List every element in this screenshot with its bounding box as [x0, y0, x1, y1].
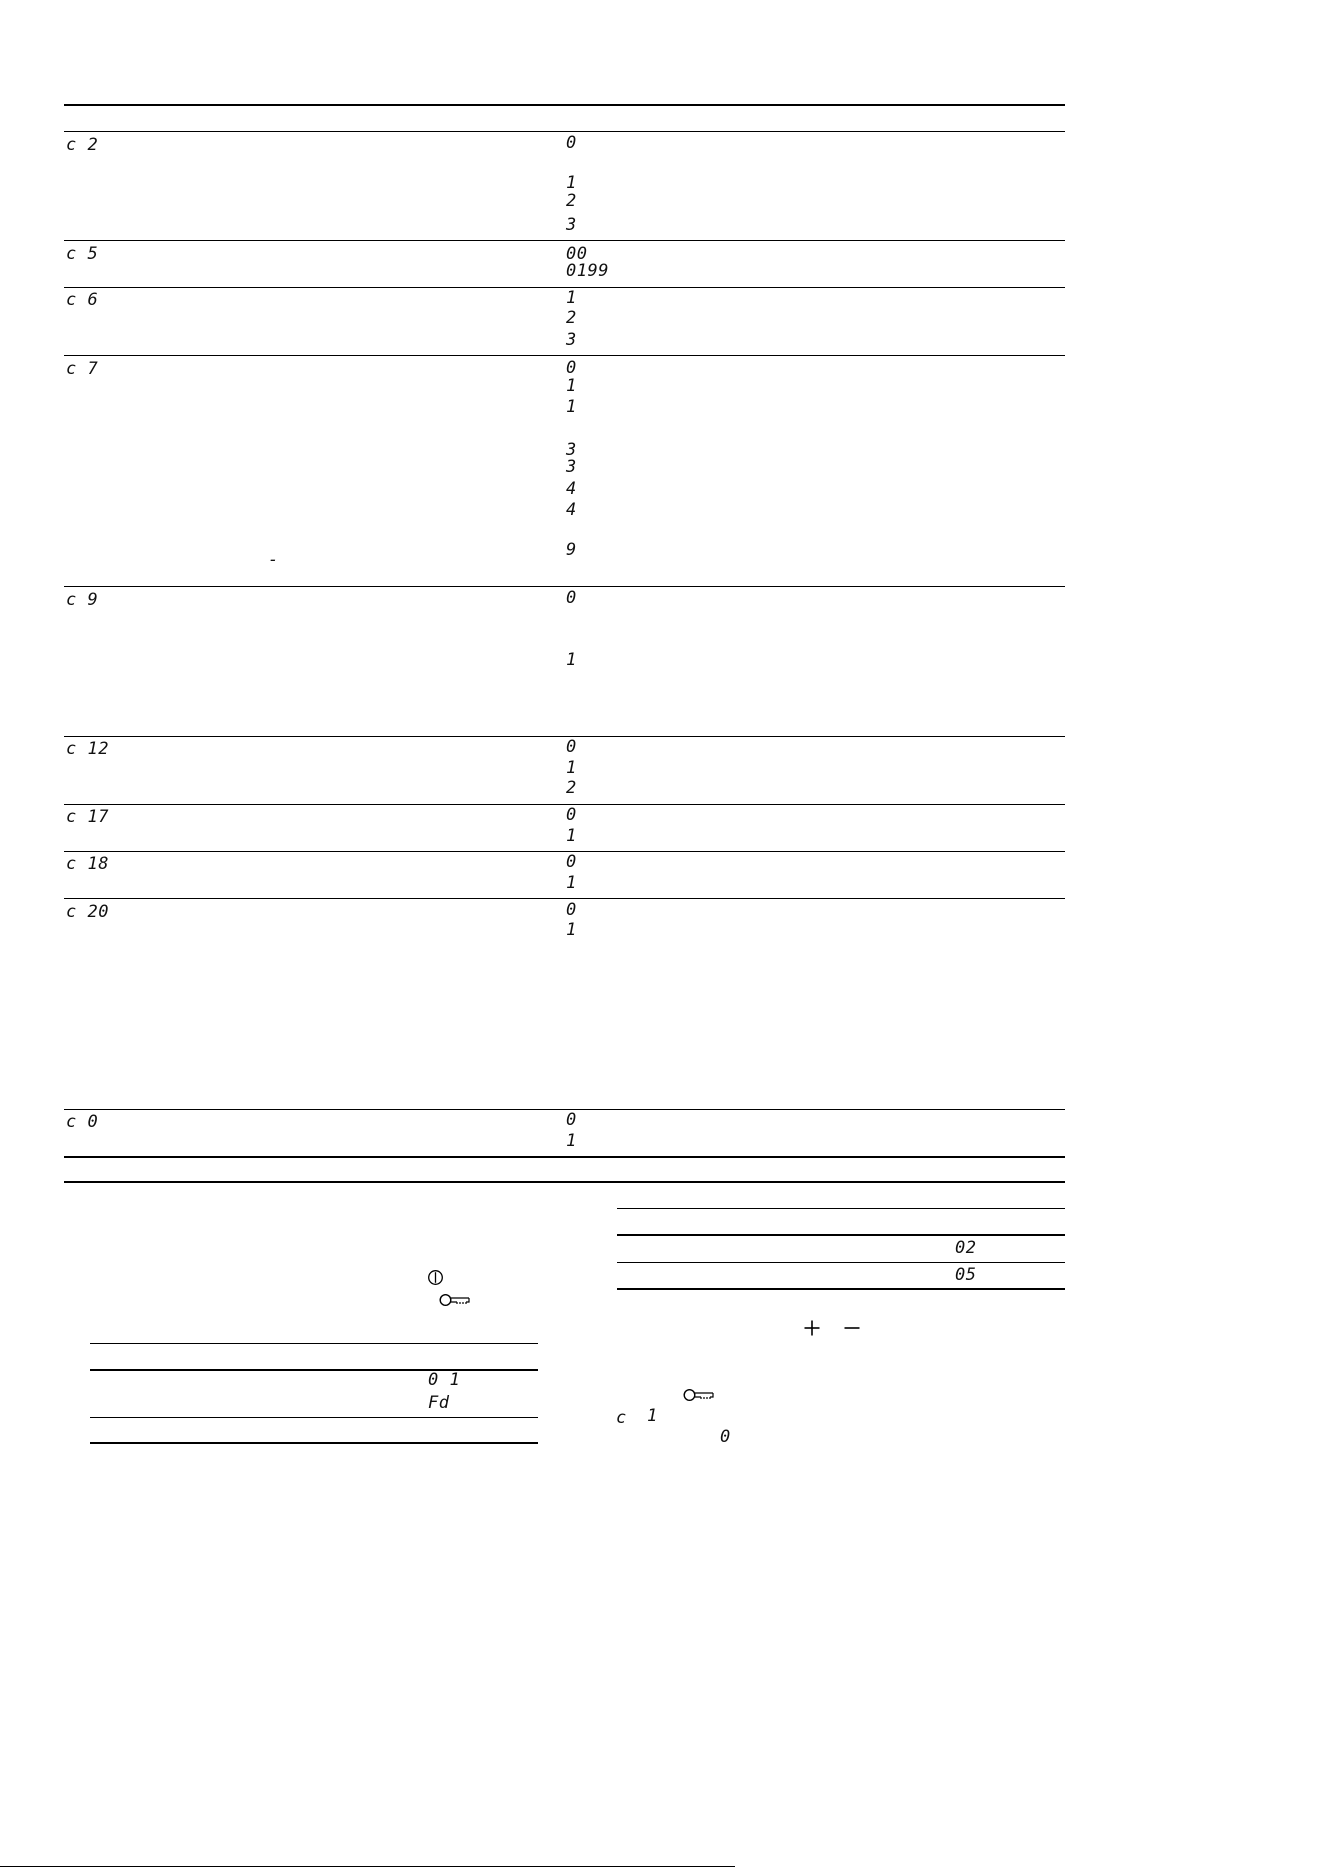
- setting-value: 3: [566, 330, 577, 350]
- setting-value: 3: [566, 440, 577, 460]
- left-table-header-rule: [90, 1369, 538, 1371]
- right-table-top-rule: [617, 1208, 1065, 1209]
- setting-code-c6: c 6: [66, 290, 99, 310]
- setting-value: 0: [566, 852, 577, 872]
- left-table-top-rule: [90, 1343, 538, 1344]
- setting-value: 1: [566, 826, 577, 846]
- row-divider: [64, 898, 1065, 899]
- setting-code-c12: c 12: [66, 739, 109, 759]
- plus-icon: [803, 1319, 821, 1337]
- setting-value: 3: [566, 457, 577, 477]
- setting-value: 1: [566, 650, 577, 670]
- setting-value: 1: [566, 288, 577, 308]
- setting-code-c7: c 7: [66, 359, 99, 379]
- display-dash-mark: -: [268, 550, 279, 570]
- setting-value: 4: [566, 500, 577, 520]
- settings-table-header-rule: [64, 131, 1065, 132]
- setting-code-c5: c 5: [66, 244, 99, 264]
- right-table-row-divider: [617, 1262, 1065, 1263]
- minus-icon: [843, 1319, 861, 1337]
- row-divider: [64, 851, 1065, 852]
- left-table-value: 0 1: [428, 1370, 461, 1390]
- display-code-prefix: c: [616, 1408, 627, 1428]
- left-table-row-divider: [90, 1417, 538, 1418]
- right-table-value: 02: [955, 1238, 977, 1258]
- setting-value: 0199: [566, 261, 609, 281]
- row-divider: [64, 586, 1065, 587]
- right-table-value: 05: [955, 1265, 977, 1285]
- setting-value: 0: [566, 133, 577, 153]
- row-divider: [64, 240, 1065, 241]
- setting-code-c2: c 2: [66, 135, 99, 155]
- settings-table-bottom-rule: [64, 1156, 1065, 1158]
- setting-value: 1: [566, 1131, 577, 1151]
- setting-value: 4: [566, 479, 577, 499]
- setting-value: 0: [566, 1110, 577, 1130]
- row-divider: [64, 736, 1065, 737]
- setting-value: 0: [566, 737, 577, 757]
- setting-value: 1: [566, 376, 577, 396]
- setting-value: 3: [566, 215, 577, 235]
- setting-value: 2: [566, 308, 577, 328]
- row-divider: [64, 355, 1065, 356]
- setting-value: 1: [566, 173, 577, 193]
- display-value: 0: [720, 1427, 731, 1447]
- setting-value: 0: [566, 358, 577, 378]
- setting-value: 0: [566, 900, 577, 920]
- setting-value: 2: [566, 778, 577, 798]
- setting-code-c20: c 20: [66, 902, 109, 922]
- setting-code-c17: c 17: [66, 807, 109, 827]
- right-table-header-rule: [617, 1234, 1065, 1236]
- row-divider: [64, 1109, 1065, 1110]
- setting-code-c18: c 18: [66, 854, 109, 874]
- display-code-number: 1: [647, 1406, 658, 1426]
- setting-value: 0: [566, 588, 577, 608]
- section-rule: [64, 1181, 1065, 1183]
- left-table-value: Fd: [428, 1393, 450, 1413]
- setting-code-c0: c 0: [66, 1112, 99, 1132]
- settings-table-top-rule: [64, 104, 1065, 106]
- setting-code-c9: c 9: [66, 590, 99, 610]
- setting-value: 9: [566, 540, 577, 560]
- left-table-bottom-rule: [90, 1442, 538, 1444]
- key-icon: [439, 1293, 471, 1307]
- right-table-bottom-rule: [617, 1288, 1065, 1290]
- setting-value: 00: [566, 244, 588, 264]
- key-icon: [683, 1388, 715, 1402]
- footer-rule: [0, 1866, 735, 1867]
- row-divider: [64, 804, 1065, 805]
- setting-value: 2: [566, 191, 577, 211]
- setting-value: 1: [566, 397, 577, 417]
- setting-value: 1: [566, 873, 577, 893]
- setting-value: 0: [566, 805, 577, 825]
- setting-value: 1: [566, 920, 577, 940]
- setting-value: 1: [566, 758, 577, 778]
- row-divider: [64, 287, 1065, 288]
- power-icon: [427, 1269, 444, 1286]
